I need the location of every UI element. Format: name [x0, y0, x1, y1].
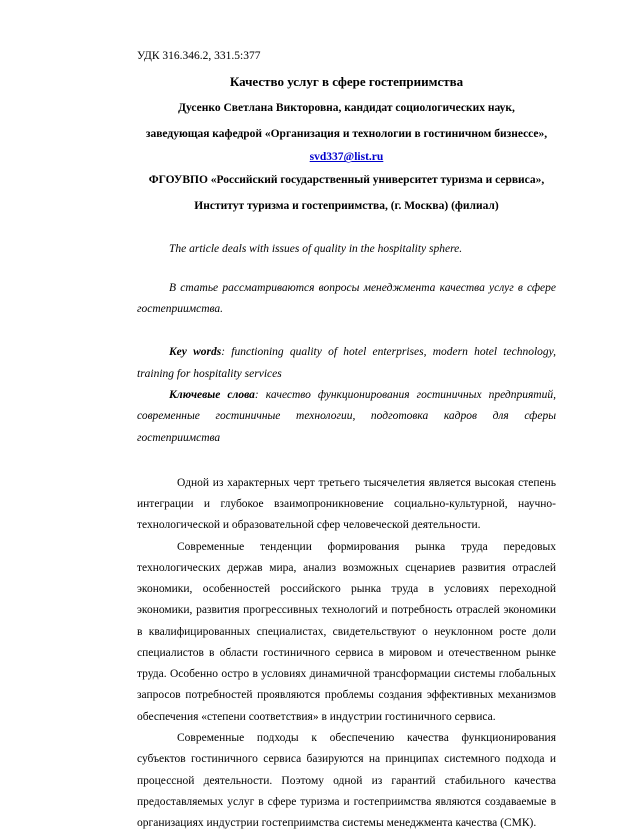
author-line: Дусенко Светлана Викторовна, кандидат социологических наук,: [178, 102, 515, 114]
keywords-english: [137, 342, 556, 385]
body-paragraph: Современные тенденции формирования рынка труда передовых технологических держав мира, анализ возможных сценариев развития отраслей экономики, особенностей российского рынка труда в условиях переходной экономики, развития прогрессивных технологий и потребность отраслей экономики в квалифицированных специалистах, свидетельствуют о неуклонном росте доли специалистов в области гостиничного сервиса в мировом и отечественном рынке труда. Особенно остро в условиях динамичной трансформации системы глобальных запросов потребностей проявляются проблемы создания эффективных механизмов обеспечения «степени соответствия» в индустрии гостиничного сервиса.: [137, 540, 556, 723]
udk-code: УДК 316.346.2, 331.5:377: [137, 50, 261, 62]
keywords-russian-label: Ключевые слова: [169, 389, 255, 402]
body-paragraph: Одной из характерных черт третьего тысячелетия является высокая степень интеграции и глубокое взаимопроникновение социально-культурной, научно-технологической и образовательной сфер человеческой деятельности.: [137, 476, 556, 532]
institute-line: Институт туризма и гостеприимства, (г. Москва) (филиал): [194, 200, 499, 213]
keywords-russian: [137, 385, 556, 449]
page-title: Качество услуг в сфере гостеприимства: [229, 74, 464, 89]
abstract-russian: В статье рассматриваются вопросы менеджмента качества услуг в сфере гостеприимства.: [137, 281, 556, 316]
keywords-russian-text: : качество функционирования гостиничных предприятий, современные гостиничные технологии, подготовка кадров для сферы гостеприимства: [137, 389, 556, 444]
affiliation-line: ФГОУВПО «Российский государственный университет туризма и сервиса»,: [148, 174, 545, 187]
keywords-english-text: : functioning quality of hotel enterprises, modern hotel technology, training for hospitality services: [137, 346, 556, 380]
body-paragraph: Современные подходы к обеспечению качества функционирования субъектов гостиничного сервиса базируются на принципах системного подхода и процессной деятельности. Поэтому одной из гарантий стабильного качества предоставляемых услуг в сфере туризма и гостеприимства являются создаваемые в организациях индустрии гостеприимства системы менеджмента качества (СМК).: [137, 732, 556, 830]
author-email-link[interactable]: svd337@list.ru: [309, 151, 384, 164]
abstract-english: The article deals with issues of quality in the hospitality sphere.: [169, 242, 463, 255]
keywords-english-label: Key words: [169, 346, 222, 359]
author-position: заведующая кафедрой «Организация и технологии в гостиничном бизнессе»,: [145, 127, 548, 140]
